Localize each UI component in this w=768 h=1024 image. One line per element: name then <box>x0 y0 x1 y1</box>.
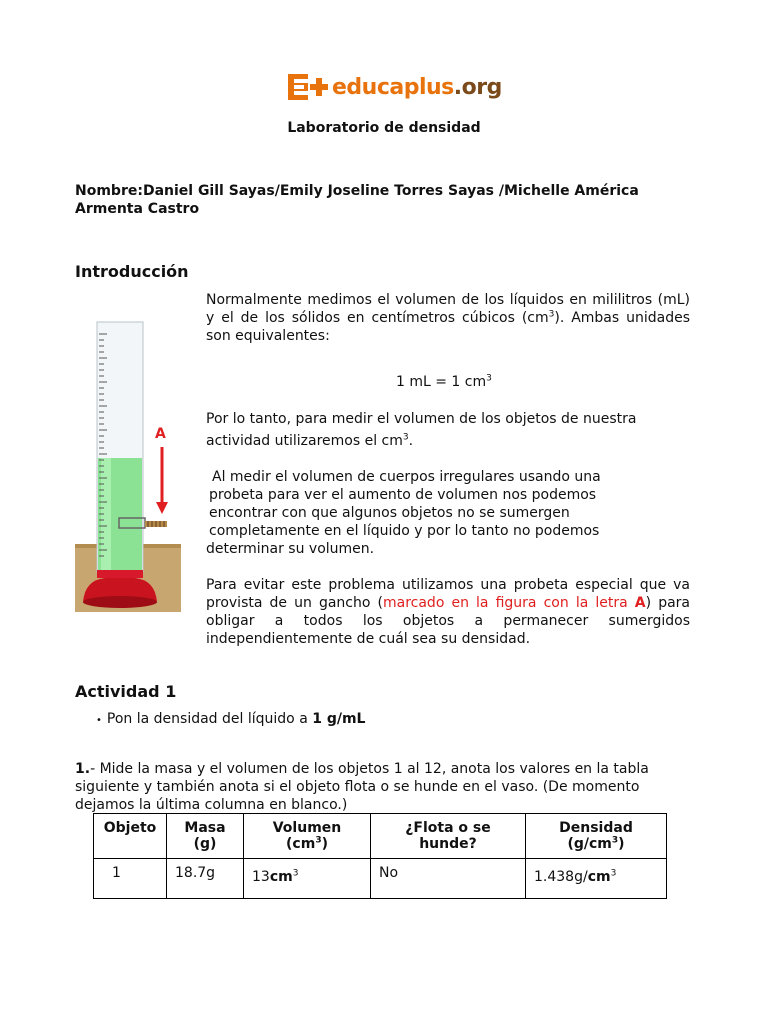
cell-masa: 18.7g <box>167 859 244 899</box>
question-1: 1.- Mide la masa y el volumen de los objetos 1 al 12, anota los valores en la tabla siguiente y también anota si el objeto flota o se hunde en el vaso. (De momento dejamos la última columna en blanco.) <box>75 761 649 813</box>
header-objeto: Objeto <box>94 814 167 859</box>
educaplus-logo-mark <box>288 72 328 102</box>
cell-volumen: $13cm^3$ <box>244 859 371 899</box>
figure-label-a: A <box>155 426 166 442</box>
activity-heading: Actividad 1 <box>75 682 177 701</box>
bullet-dot: • <box>96 715 102 726</box>
density-table-wrapper <box>93 813 667 899</box>
intro-paragraph-3 <box>206 468 686 558</box>
intro-paragraph-3-line: determinar su volumen. <box>206 541 375 557</box>
cell-flota: No <box>371 859 526 899</box>
authors-line: Nombre:Daniel Gill Sayas/Emily Joseline Torres Sayas /Michelle América Armenta Castro <box>75 183 639 217</box>
cell-densidad: $1.438g/cm^3$ <box>526 859 667 899</box>
intro-paragraph-3-line: probeta para ver el aumento de volumen nos podemos <box>209 487 597 503</box>
intro-paragraph-3-line: encontrar con que algunos objetos no se sumergen <box>209 505 570 521</box>
table-row <box>94 859 667 899</box>
header-flota: ¿Flota o se hunde? <box>371 814 526 859</box>
intro-paragraph-1: Normalmente medimos el volumen de los líquidos en mililitros (mL) y el de los sólidos en centímetros cúbicos $(cm^3)$. Ambas unidades son equivalentes: <box>206 292 690 344</box>
header-masa: Masa (g) <box>167 814 244 859</box>
document-title: Laboratorio de densidad <box>287 120 481 136</box>
educaplus-logo <box>288 72 502 102</box>
activity-bullet: • Pon la densidad del líquido a 1 g/mL <box>96 711 366 727</box>
intro-paragraph-2: Por lo tanto, para medir el volumen de los objetos de nuestra actividad utilizaremos el $cm^3$. <box>206 411 637 449</box>
intro-heading: Introducción <box>75 262 189 281</box>
table-header-row <box>94 814 667 859</box>
density-table <box>93 813 667 899</box>
header-volumen: Volumen $(cm^3)$ <box>244 814 371 859</box>
intro-paragraph-3-line: completamente en el líquido y por lo tanto no podemos <box>209 523 600 539</box>
intro-paragraph-4: Para evitar este problema utilizamos una probeta especial que va provista de un gancho (marcado en la figura con la letra A) para obligar a todos los objetos a permanecer sumergidos independientemente de cuál sea su densidad. <box>206 577 690 647</box>
header-densidad: Densidad $(g/cm^3)$ <box>526 814 667 859</box>
intro-paragraph-3-line: Al medir el volumen de cuerpos irregulares usando una <box>212 469 601 485</box>
educaplus-wordmark: educaplus.org <box>332 74 502 100</box>
unit-equation: 1 mL = 1 $cm^3$ <box>396 373 492 390</box>
graduated-cylinder-figure <box>75 312 181 612</box>
cell-objeto: 1 <box>94 859 167 899</box>
